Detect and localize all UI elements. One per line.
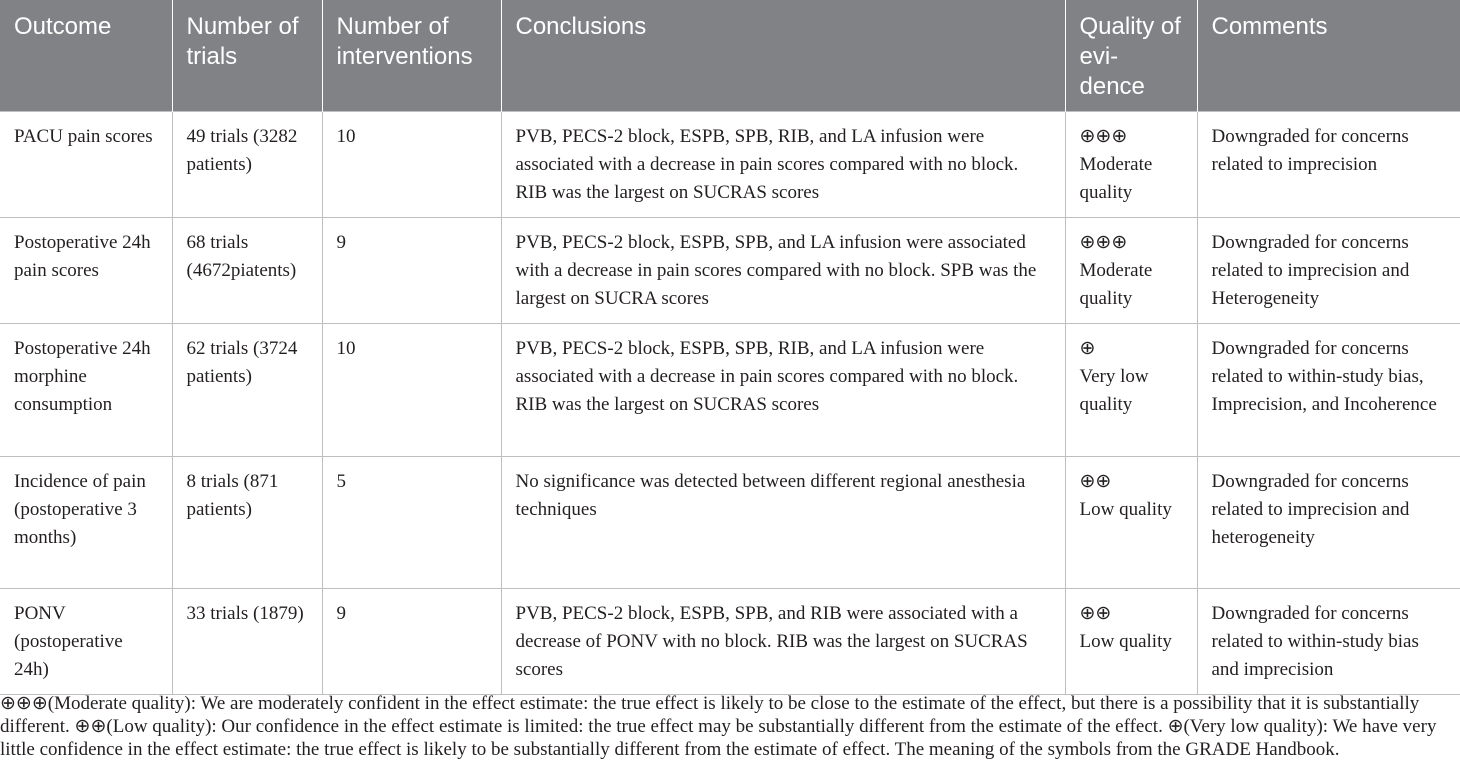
quality-symbol: ⊕ — [1079, 337, 1096, 359]
cell-comments: Downgraded for concerns related to imprecision — [1197, 111, 1460, 217]
cell-trials: 33 trials (1879) — [172, 588, 322, 694]
table-row — [0, 323, 1460, 456]
cell-quality — [1065, 323, 1197, 456]
cell-trials: 62 trials (3724 patients) — [172, 323, 322, 456]
cell-interventions: 10 — [322, 111, 501, 217]
header-number-of-interventions: Number of interventions — [322, 0, 501, 111]
cell-comments: Downgraded for concerns related to within-study bias, Imprecision, and Incoherence — [1197, 323, 1460, 456]
header-comments: Comments — [1197, 0, 1460, 111]
cell-comments: Downgraded for concerns related to within-study bias and imprecision — [1197, 588, 1460, 694]
cell-quality — [1065, 456, 1197, 588]
header-quality-of-evidence: Quality of evi-dence — [1065, 0, 1197, 111]
quality-symbol: ⊕⊕⊕ — [1079, 125, 1128, 147]
cell-outcome: PONV (postoperative 24h) — [0, 588, 172, 694]
cell-comments: Downgraded for concerns related to imprecision and heterogeneity — [1197, 456, 1460, 588]
cell-outcome: Postoperative 24h pain scores — [0, 217, 172, 323]
cell-quality — [1065, 588, 1197, 694]
cell-interventions: 9 — [322, 588, 501, 694]
cell-conclusions: PVB, PECS-2 block, ESPB, SPB, and LA infusion were associated with a decrease in pain scores compared with no block. SPB was the largest on SUCRA scores — [501, 217, 1065, 323]
header-outcome: Outcome — [14, 13, 112, 40]
cell-interventions: 5 — [322, 456, 501, 588]
quality-symbol: ⊕⊕ — [1079, 470, 1112, 492]
cell-interventions: 10 — [322, 323, 501, 456]
cell-conclusions: PVB, PECS-2 block, ESPB, SPB, and RIB were associated with a decrease of PONV with no block. RIB was the largest on SUCRAS scores — [501, 588, 1065, 694]
table-row — [0, 111, 1460, 217]
cell-quality — [1065, 217, 1197, 323]
cell-conclusions: No significance was detected between different regional anesthesia techniques — [501, 456, 1065, 588]
header-conclusions: Conclusions — [501, 0, 1065, 111]
table-header-row — [0, 0, 1460, 111]
cell-trials: 68 trials (4672piatents) — [172, 217, 322, 323]
quality-symbol: ⊕⊕ — [1079, 602, 1112, 624]
cell-interventions: 9 — [322, 217, 501, 323]
cell-outcome: PACU pain scores — [0, 111, 172, 217]
table-row — [0, 588, 1460, 694]
cell-outcome: Postoperative 24h morphine consumption — [0, 323, 172, 456]
cell-quality — [1065, 111, 1197, 217]
table-row — [0, 456, 1460, 588]
quality-label: Moderate quality — [1079, 153, 1153, 203]
cell-conclusions: PVB, PECS-2 block, ESPB, SPB, RIB, and LA infusion were associated with a decrease in pain scores compared with no block. RIB was the largest on SUCRAS scores — [501, 323, 1065, 456]
quality-label: Low quality — [1079, 498, 1172, 520]
cell-conclusions: PVB, PECS-2 block, ESPB, SPB, RIB, and LA infusion were associated with a decrease in pain scores compared with no block. RIB was the largest on SUCRAS scores — [501, 111, 1065, 217]
quality-label: Very low quality — [1079, 365, 1149, 415]
quality-label: Low quality — [1079, 630, 1172, 652]
table-footnote: ⊕⊕⊕(Moderate quality): We are moderately confident in the effect estimate: the true effect is likely to be close to the estimate of the effect, but there is a possibility that it is substantially different. ⊕⊕(Low quality): Our confidence in the effect estimate is limited: the true effect may be substantially different from the estimate of the effect. ⊕(Very low quality): We have very little confidence in the effect estimate: the true effect is likely to be substantially different from the estimate of effect. The meaning of the symbols from the GRADE Handbook. — [0, 693, 1437, 760]
header-number-of-trials: Number of trials — [172, 0, 322, 111]
cell-trials: 8 trials (871 patients) — [172, 456, 322, 588]
quality-symbol: ⊕⊕⊕ — [1079, 231, 1128, 253]
cell-comments: Downgraded for concerns related to imprecision and Heterogeneity — [1197, 217, 1460, 323]
quality-label: Moderate quality — [1079, 259, 1153, 309]
table-row — [0, 217, 1460, 323]
cell-outcome: Incidence of pain (postoperative 3 months) — [0, 456, 172, 588]
cell-trials: 49 trials (3282 patients) — [172, 111, 322, 217]
